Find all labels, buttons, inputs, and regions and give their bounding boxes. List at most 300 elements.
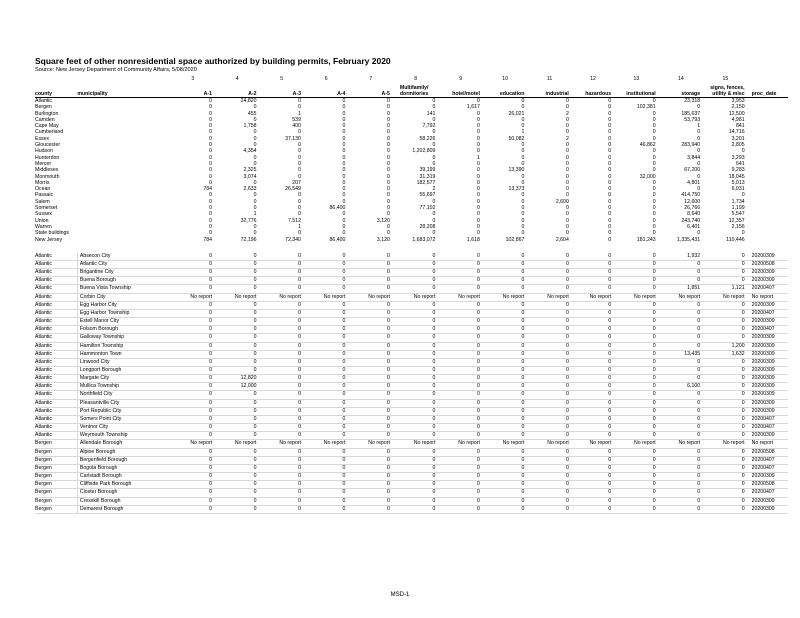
value-cell: 0	[483, 424, 527, 432]
value-cell: 0	[614, 269, 658, 277]
value-cell: 0	[527, 481, 571, 489]
value-cell: 0	[171, 367, 215, 375]
municipality-cell: Buena Borough	[77, 277, 170, 285]
value-cell: 0	[215, 448, 259, 456]
county-value: 1	[253, 211, 257, 218]
value-cell: 0	[483, 350, 527, 358]
county-value: 102,867	[505, 236, 525, 243]
value-cell: 0	[348, 334, 392, 342]
value-cell: 0	[483, 473, 527, 481]
county-value: 0	[521, 179, 525, 186]
value-cell: 0	[483, 253, 527, 261]
county-value: 0	[565, 98, 569, 104]
municipality-cell: Longport Borough	[77, 367, 170, 375]
value-cell: 0	[438, 424, 482, 432]
value-cell: 0	[659, 375, 703, 383]
value-cell: 0	[659, 432, 703, 440]
value-cell: No report	[259, 293, 303, 301]
value-cell: 0	[171, 473, 215, 481]
county-name: Burlington	[35, 110, 59, 117]
value-cell: 0	[304, 415, 348, 423]
value-cell: 0	[659, 505, 703, 513]
county-value: 0	[387, 116, 390, 123]
value-cell: 0	[659, 497, 703, 505]
county-value: 0	[608, 123, 612, 130]
proc-date-cell: 20200407	[748, 456, 788, 464]
value-cell: 0	[614, 481, 658, 489]
value-cell: 0	[527, 473, 571, 481]
value-cell: 0	[572, 318, 614, 326]
county-value: 32,776	[240, 217, 257, 224]
value-cell: 0	[659, 473, 703, 481]
value-cell: 0	[348, 342, 392, 350]
county-value: 0	[608, 236, 612, 243]
county-value: 0	[652, 198, 656, 205]
county-value: 0	[342, 192, 346, 199]
county-cell: Atlantic	[35, 326, 77, 334]
county-value: 0	[477, 129, 480, 136]
municipality-cell: Absecon City	[77, 253, 170, 261]
county-cell: Atlantic	[35, 407, 77, 415]
value-cell: 0	[527, 269, 571, 277]
county-value: 0	[432, 160, 436, 167]
county-value: 1	[697, 123, 701, 130]
value-cell: 0	[304, 399, 348, 407]
value-cell: 0	[348, 448, 392, 456]
value-cell: 0	[614, 448, 658, 456]
value-cell: 0	[304, 269, 348, 277]
value-cell: 0	[703, 415, 747, 423]
county-value: 102,381	[636, 104, 656, 111]
value-cell: 0	[259, 375, 303, 383]
county-value: 0	[209, 198, 213, 205]
county-value: 0	[209, 160, 213, 167]
county-name: Somerset	[35, 205, 58, 212]
county-cell: Atlantic	[35, 269, 77, 277]
value-cell: 0	[572, 309, 614, 317]
column-number: 12	[590, 75, 596, 82]
municipality-cell: Demarest Borough	[77, 505, 170, 513]
table-row	[35, 505, 788, 513]
value-cell: 0	[483, 505, 527, 513]
county-value: 1,199	[731, 205, 745, 212]
municipality-cell: Hammonton Town	[77, 350, 170, 358]
value-cell: 0	[527, 318, 571, 326]
county-value: 0	[565, 104, 569, 111]
municipality-cell: Buena Vista Township	[77, 285, 170, 293]
value-cell: 0	[348, 424, 392, 432]
value-cell: 0	[393, 318, 439, 326]
county-summary	[35, 98, 788, 243]
county-value: 4,354	[243, 148, 257, 155]
value-cell: 0	[659, 277, 703, 285]
county-value: 0	[741, 192, 745, 199]
county-value: 86,400	[329, 205, 346, 212]
county-value: 0	[253, 135, 257, 142]
county-value: 0	[697, 148, 701, 155]
value-cell: 0	[215, 489, 259, 497]
table-row	[35, 399, 788, 407]
value-cell: 0	[348, 358, 392, 366]
value-cell: 0	[215, 326, 259, 334]
municipality-cell: Port Republic City	[77, 407, 170, 415]
value-cell: 0	[438, 473, 482, 481]
value-cell: 0	[171, 456, 215, 464]
value-cell: 0	[659, 448, 703, 456]
value-cell: 0	[348, 350, 392, 358]
value-cell: 0	[527, 456, 571, 464]
county-value: 0	[387, 230, 390, 237]
value-cell: 0	[483, 277, 527, 285]
county-value: 0	[253, 160, 257, 167]
value-cell: 0	[215, 334, 259, 342]
value-cell: 0	[348, 367, 392, 375]
county-value: 0	[432, 104, 436, 111]
header-a2: A-2	[215, 82, 259, 98]
report-source: Source: New Jersey Department of Community Affairs, 5/08/2020	[35, 67, 197, 73]
county-value: 0	[432, 116, 436, 123]
value-cell: 0	[171, 350, 215, 358]
county-value: 0	[477, 148, 480, 155]
value-cell: 0	[659, 489, 703, 497]
county-value: 0	[209, 123, 213, 130]
value-cell: 0	[438, 505, 482, 513]
county-value: 0	[521, 123, 525, 130]
value-cell: 0	[659, 415, 703, 423]
county-name: State buildings	[35, 230, 70, 237]
county-value: 0	[209, 154, 213, 161]
table-row	[35, 318, 788, 326]
value-cell: 0	[527, 309, 571, 317]
proc-date-cell: 20200508	[748, 260, 788, 268]
county-value: 3,844	[687, 154, 701, 161]
value-cell: 0	[659, 407, 703, 415]
value-cell: 0	[304, 464, 348, 472]
county-value: 0	[477, 116, 480, 123]
proc-date-cell: 20200309	[748, 407, 788, 415]
value-cell: No report	[659, 440, 703, 448]
value-cell: 0	[438, 399, 482, 407]
value-cell: 0	[614, 309, 658, 317]
county-value: 0	[342, 104, 346, 111]
value-cell: 0	[393, 497, 439, 505]
header-storage: storage	[659, 82, 703, 98]
county-cell: Atlantic	[35, 367, 77, 375]
table-row	[35, 432, 788, 440]
municipality-cell: Bergenfield Borough	[77, 456, 170, 464]
county-value: 0	[253, 154, 257, 161]
value-cell: 0	[171, 432, 215, 440]
value-cell: 0	[703, 309, 747, 317]
proc-date-cell: 20200309	[748, 318, 788, 326]
county-value: 0	[565, 192, 569, 199]
value-cell: 0	[259, 432, 303, 440]
value-cell: No report	[171, 440, 215, 448]
table-row	[35, 334, 788, 342]
value-cell: 0	[659, 481, 703, 489]
value-cell: 0	[703, 505, 747, 513]
county-cell: Bergen	[35, 440, 77, 448]
county-cell: Atlantic	[35, 424, 77, 432]
value-cell: 0	[527, 301, 571, 309]
county-value: 185,637	[681, 110, 701, 117]
value-cell: 0	[614, 334, 658, 342]
county-cell: Atlantic	[35, 334, 77, 342]
value-cell: 0	[215, 358, 259, 366]
county-value: 0	[697, 104, 701, 111]
county-value: 0	[387, 173, 390, 180]
county-value: 0	[652, 192, 656, 199]
value-cell: 0	[304, 473, 348, 481]
column-number: 13	[633, 75, 640, 82]
table-row	[35, 309, 788, 317]
county-value: 0	[565, 223, 569, 230]
county-value: 23,318	[684, 98, 701, 104]
municipality-cell: Brigantine City	[77, 269, 170, 277]
header-hazardous: hazardous	[572, 82, 614, 98]
value-cell: 0	[393, 391, 439, 399]
county-value: 0	[209, 116, 213, 123]
value-cell: 0	[438, 358, 482, 366]
value-cell: No report	[572, 440, 614, 448]
county-cell: Bergen	[35, 473, 77, 481]
value-cell: 0	[572, 399, 614, 407]
value-cell: 0	[572, 424, 614, 432]
column-number: 6	[324, 75, 328, 82]
municipality-cell: Egg Harbor Township	[77, 309, 170, 317]
proc-date-cell: 20200407	[748, 285, 788, 293]
county-value: 0	[565, 205, 569, 212]
value-cell: 0	[259, 415, 303, 423]
value-cell: 0	[393, 367, 439, 375]
proc-date-cell: 20200309	[748, 399, 788, 407]
header-county: county	[35, 82, 77, 98]
value-cell: 0	[215, 497, 259, 505]
value-cell: 0	[614, 456, 658, 464]
value-cell: 0	[527, 260, 571, 268]
value-cell: 0	[703, 277, 747, 285]
header-municipality: municipality	[77, 82, 170, 98]
value-cell: 0	[348, 464, 392, 472]
proc-date-cell: 20200309	[748, 375, 788, 383]
county-value: 0	[209, 104, 213, 111]
county-value: 50,082	[508, 135, 525, 142]
value-cell: 0	[572, 260, 614, 268]
value-cell: No report	[527, 440, 571, 448]
county-value: 2	[565, 135, 569, 142]
municipality-cell: Estell Manor City	[77, 318, 170, 326]
county-value: 4,981	[731, 116, 745, 123]
value-cell: 0	[304, 375, 348, 383]
value-cell: 0	[259, 391, 303, 399]
value-cell: 0	[304, 391, 348, 399]
value-cell: 0	[572, 301, 614, 309]
value-cell: 0	[304, 285, 348, 293]
value-cell: 0	[614, 260, 658, 268]
value-cell: 0	[259, 318, 303, 326]
value-cell: 0	[527, 277, 571, 285]
value-cell: 0	[438, 318, 482, 326]
county-value: 0	[387, 104, 390, 111]
value-cell: 0	[171, 497, 215, 505]
value-cell: 0	[614, 253, 658, 261]
county-value: 0	[608, 167, 612, 174]
county-cell: Atlantic	[35, 415, 77, 423]
column-number: 3	[191, 75, 195, 82]
value-cell: 0	[527, 464, 571, 472]
value-cell: 0	[614, 350, 658, 358]
value-cell: 0	[171, 464, 215, 472]
value-cell: 0	[483, 260, 527, 268]
county-name: Warren	[35, 223, 52, 230]
table-row	[35, 326, 788, 334]
county-value: 13,390	[508, 167, 525, 174]
county-value: 0	[477, 142, 480, 149]
county-value: 0	[387, 192, 390, 199]
county-value: 2	[432, 186, 436, 193]
county-value: 2,325	[243, 167, 257, 174]
county-value: 0	[521, 116, 525, 123]
value-cell: No report	[393, 293, 439, 301]
value-cell: 0	[438, 456, 482, 464]
value-cell: 0	[703, 399, 747, 407]
value-cell: 0	[483, 464, 527, 472]
county-value: 7,792	[422, 123, 436, 130]
value-cell: 0	[348, 399, 392, 407]
county-name: Camden	[35, 116, 55, 123]
county-value: 0	[298, 104, 301, 111]
value-cell: 0	[304, 253, 348, 261]
value-cell: 0	[703, 326, 747, 334]
value-cell: 0	[215, 407, 259, 415]
proc-date-cell: 20200309	[748, 350, 788, 358]
county-value: 539	[292, 116, 301, 123]
value-cell: 0	[438, 407, 482, 415]
value-cell: 0	[393, 481, 439, 489]
header-signs-fences: signs, fences, utility & misc	[703, 82, 747, 98]
value-cell: 0	[703, 334, 747, 342]
value-cell: 0	[259, 481, 303, 489]
county-value: 0	[298, 173, 301, 180]
county-value: 0	[298, 98, 301, 104]
county-value: 0	[521, 104, 525, 111]
value-cell: No report	[483, 440, 527, 448]
value-cell: 0	[572, 342, 614, 350]
value-cell: 0	[215, 456, 259, 464]
value-cell: 0	[259, 269, 303, 277]
municipality-cell: Hamilton Township	[77, 342, 170, 350]
county-value: 2,600	[555, 198, 569, 205]
county-value: 207	[292, 179, 301, 186]
county-value: 0	[253, 205, 257, 212]
county-cell: Bergen	[35, 505, 77, 513]
column-number: 15	[722, 75, 729, 82]
header-multifamily: Multifamily/ dormitories	[393, 82, 439, 98]
county-value: 0	[608, 223, 612, 230]
value-cell: 0	[659, 456, 703, 464]
value-cell: 0	[393, 309, 439, 317]
county-cell: Atlantic	[35, 301, 77, 309]
county-value: 12,500	[728, 110, 745, 117]
county-cell: Atlantic	[35, 293, 77, 301]
value-cell: 0	[483, 448, 527, 456]
county-name: Bergen	[35, 104, 52, 111]
value-cell: 0	[215, 505, 259, 513]
value-cell: 12,000	[215, 383, 259, 391]
county-value: 0	[608, 148, 612, 155]
value-cell: 0	[438, 301, 482, 309]
header-a1: A-1	[171, 82, 215, 98]
value-cell: 0	[614, 432, 658, 440]
county-value: 1,202,809	[412, 148, 436, 155]
table-row	[35, 253, 788, 261]
value-cell: 0	[527, 489, 571, 497]
county-value: 6,401	[687, 223, 701, 230]
county-value: 0	[387, 123, 390, 130]
county-value: 414,750	[681, 192, 701, 199]
header-proc-date: proc_date	[748, 82, 788, 98]
value-cell: 0	[527, 326, 571, 334]
county-value: 77,102	[419, 205, 436, 212]
value-cell: 0	[572, 497, 614, 505]
county-value: 0	[565, 154, 569, 161]
value-cell: 0	[527, 334, 571, 342]
value-cell: 0	[703, 481, 747, 489]
value-cell: 0	[393, 448, 439, 456]
value-cell: 0	[572, 489, 614, 497]
value-cell: 0	[614, 301, 658, 309]
value-cell: 0	[215, 481, 259, 489]
county-value: 0	[608, 186, 612, 193]
value-cell: 0	[527, 448, 571, 456]
county-name: Essex	[35, 135, 50, 142]
county-value: 0	[387, 198, 390, 205]
county-value: 455	[247, 110, 257, 117]
table-row	[35, 481, 788, 489]
value-cell: 0	[304, 318, 348, 326]
value-cell: 0	[304, 277, 348, 285]
county-value: 0	[387, 142, 390, 149]
value-cell: 0	[572, 269, 614, 277]
value-cell: 0	[703, 253, 747, 261]
county-value: 0	[477, 110, 480, 117]
column-number-row	[35, 74, 788, 82]
county-value: 0	[652, 230, 656, 237]
county-value: 0	[209, 179, 213, 186]
county-value: 9,283	[731, 167, 745, 174]
county-value: 0	[477, 173, 480, 180]
value-cell: 0	[659, 301, 703, 309]
value-cell: 1,932	[659, 253, 703, 261]
value-cell: 0	[393, 253, 439, 261]
county-value: 0	[565, 217, 569, 224]
value-cell: 0	[659, 334, 703, 342]
county-value: 784	[203, 186, 213, 193]
value-cell: 0	[304, 260, 348, 268]
county-value: 0	[209, 98, 213, 104]
county-value: 0	[652, 223, 656, 230]
county-value: 0	[608, 173, 612, 180]
county-cell: Bergen	[35, 497, 77, 505]
value-cell: 0	[527, 432, 571, 440]
table-row	[35, 424, 788, 432]
county-value: 86,400	[329, 236, 346, 243]
county-value: 181,243	[636, 236, 656, 243]
county-value: 0	[521, 192, 525, 199]
county-value: 0	[521, 154, 525, 161]
county-value: 0	[432, 198, 436, 205]
county-value: 0	[387, 223, 390, 230]
